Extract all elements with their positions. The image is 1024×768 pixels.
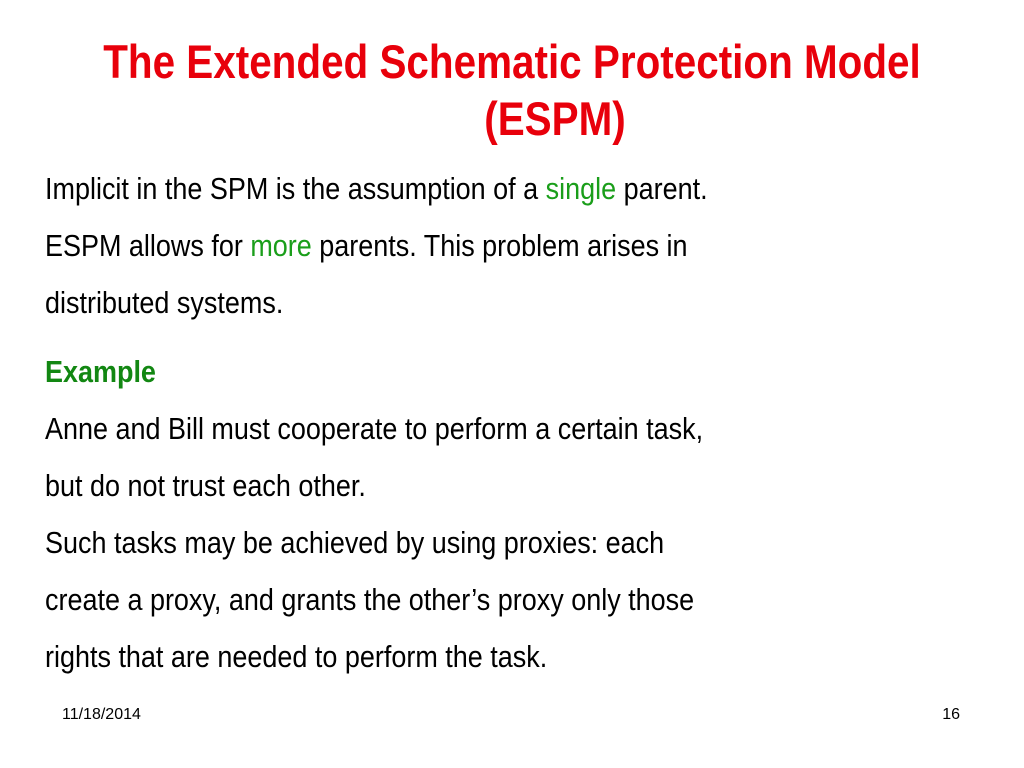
highlighted-word-more: more bbox=[250, 228, 312, 263]
paragraph-spacer bbox=[45, 331, 854, 343]
text-segment: ESPM allows for bbox=[45, 228, 251, 263]
slide-body bbox=[45, 160, 854, 685]
paragraph-line-1 bbox=[45, 160, 854, 217]
example-line: rights that are needed to perform the task. bbox=[45, 639, 548, 674]
text-segment: parent. bbox=[616, 171, 708, 206]
slide-title bbox=[72, 31, 953, 147]
title-line-2: (ESPM) bbox=[484, 92, 626, 146]
text-segment: parents. This problem arises in bbox=[311, 228, 688, 263]
highlighted-word-single: single bbox=[545, 171, 617, 206]
text-segment: Implicit in the SPM is the assumption of a bbox=[45, 171, 546, 206]
example-line: Anne and Bill must cooperate to perform a certain task, bbox=[45, 411, 704, 446]
example-line: Such tasks may be achieved by using proxies: each bbox=[45, 525, 665, 560]
paragraph-line-3: distributed systems. bbox=[45, 285, 284, 320]
paragraph-line-2 bbox=[45, 217, 854, 274]
title-line-1: The Extended Schematic Protection Model bbox=[103, 35, 921, 89]
footer-page-number: 16 bbox=[942, 706, 960, 723]
example-line: create a proxy, and grants the other’s proxy only those bbox=[45, 582, 695, 617]
footer-date: 11/18/2014 bbox=[62, 706, 141, 723]
example-line: but do not trust each other. bbox=[45, 468, 366, 503]
example-heading: Example bbox=[45, 354, 156, 389]
